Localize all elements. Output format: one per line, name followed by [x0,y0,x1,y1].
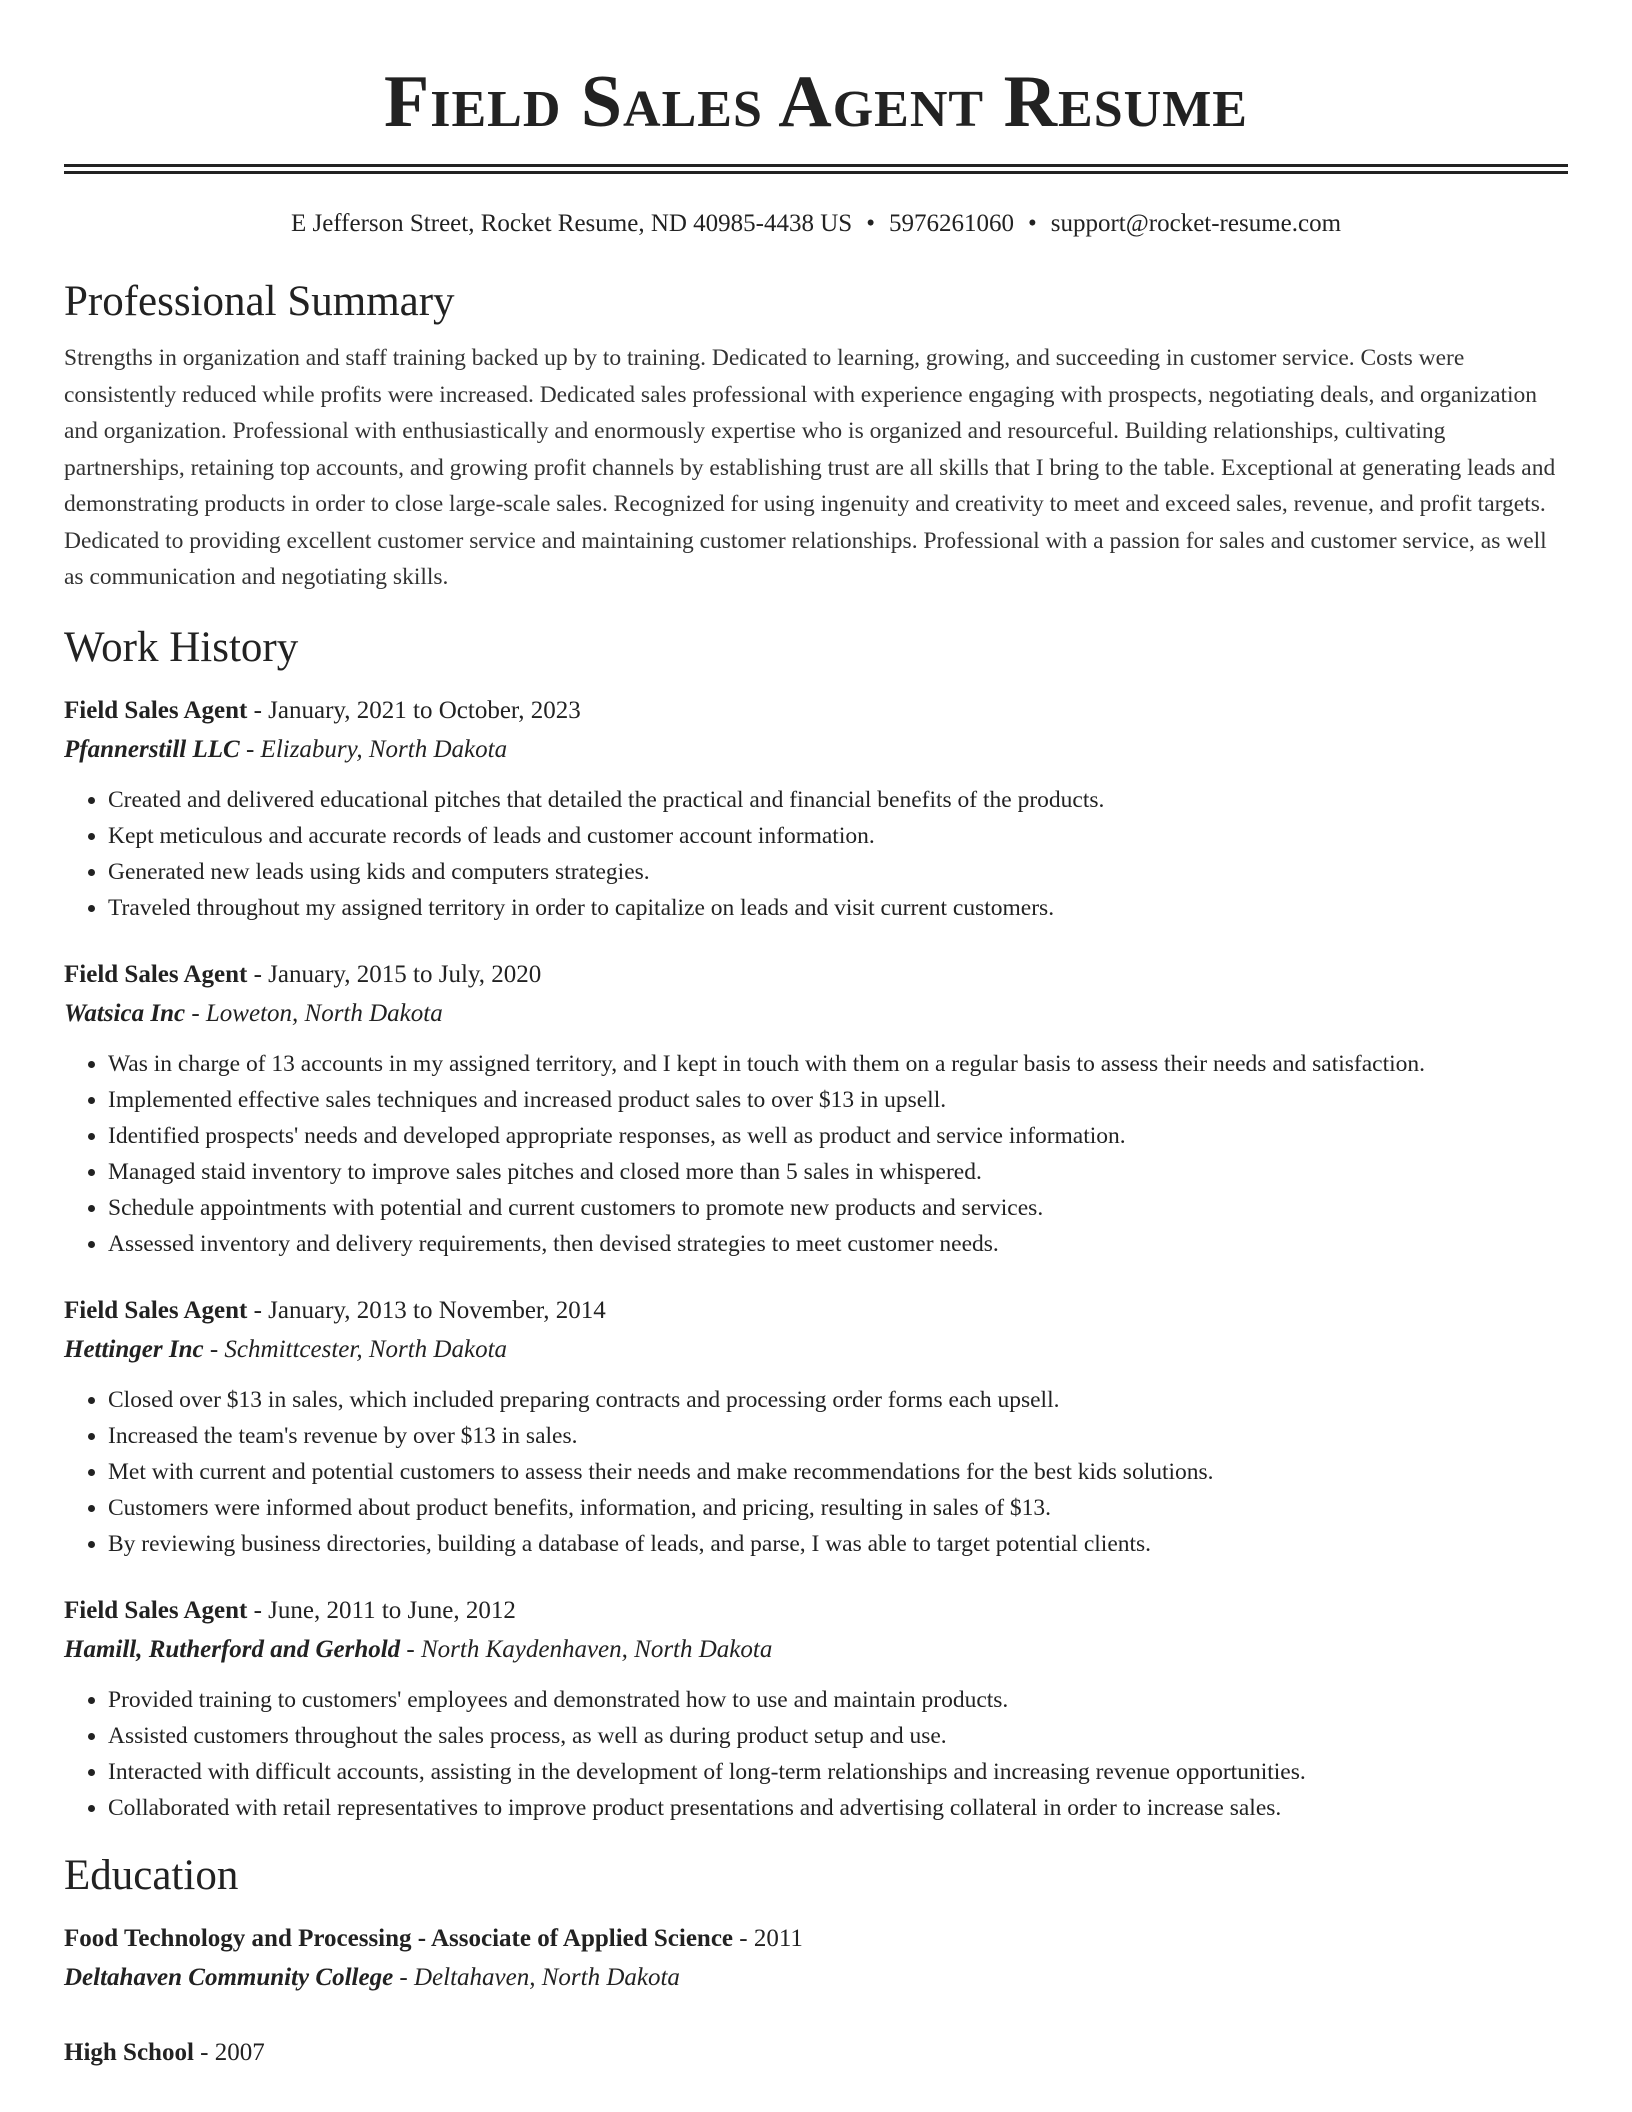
job-entry [64,956,1568,1262]
job-company: Watsica Inc [64,999,186,1027]
list-item: • Schedule appointments with potential and current customers to promote new products and services. [108,1190,1568,1226]
list-item: • Generated new leads using kids and computers strategies. [108,854,1568,890]
list-item: • Met with current and potential customers to assess their needs and make recommendations for the best kids solutions. [108,1454,1568,1490]
list-item: • Interacted with difficult accounts, assisting in the development of long-term relationships and increasing revenue opportunities. [108,1754,1568,1790]
work-history-heading: Work History [64,623,299,671]
job-bullets [64,1682,1568,1826]
job-dates: - January, 2013 to November, 2014 [247,1296,606,1324]
education-degree-line [64,1920,1568,1958]
education-entry [64,1920,1568,1998]
education-location: - Deltahaven, North Dakota [393,1963,680,1991]
list-item: • Increased the team's revenue by over $13 in sales. [108,1418,1568,1454]
job-title-line [64,1292,1568,1330]
summary-heading: Professional Summary [64,278,455,325]
contact-line [64,206,1568,242]
job-bullets [64,1382,1568,1562]
job-company-line [64,730,1568,770]
list-item: • Identified prospects' needs and developed appropriate responses, as well as product and service information. [108,1118,1568,1154]
list-item: • Implemented effective sales techniques and increased product sales to over $13 in upsell. [108,1082,1568,1118]
list-item: • By reviewing business directories, building a database of leads, and parse, I was able to target potential clients. [108,1526,1568,1562]
list-item: • Collaborated with retail representatives to improve product presentations and advertising collateral in order to increase sales. [108,1790,1568,1826]
job-entry [64,692,1568,926]
job-title-line [64,1592,1568,1630]
job-location: - North Kaydenhaven, North Dakota [400,1635,773,1663]
job-company-line [64,1630,1568,1670]
job-title: Field Sales Agent [64,1296,248,1324]
job-location: - Loweton, North Dakota [185,999,443,1027]
contact-separator: • [1027,210,1037,237]
education-school: Deltahaven Community College [64,1963,394,1991]
job-dates: - January, 2021 to October, 2023 [247,696,581,724]
list-item: • Traveled throughout my assigned territory in order to capitalize on leads and visit current customers. [108,890,1568,926]
list-item: • Created and delivered educational pitches that detailed the practical and financial benefits of the products. [108,782,1568,818]
job-title-line [64,692,1568,730]
job-company: Hamill, Rutherford and Gerhold [64,1635,401,1663]
job-company-line [64,994,1568,1034]
job-location: - Schmittcester, North Dakota [203,1335,508,1363]
job-company: Hettinger Inc [64,1335,204,1363]
education-year: - 2011 [733,1924,803,1952]
job-bullets [64,1046,1568,1262]
job-entry [64,1292,1568,1562]
list-item: • Was in charge of 13 accounts in my assigned territory, and I kept in touch with them on a regular basis to assess their needs and satisfaction. [108,1046,1568,1082]
resume-title: Field Sales Agent Resume [384,61,1248,143]
list-item: • Assisted customers throughout the sales process, as well as during product setup and use. [108,1718,1568,1754]
list-item: • Managed staid inventory to improve sales pitches and closed more than 5 sales in whispered. [108,1154,1568,1190]
job-title-line [64,956,1568,994]
contact-separator: • [866,210,875,237]
job-company-line [64,1330,1568,1370]
list-item: • Customers were informed about product benefits, information, and pricing, resulting in sales of $13. [108,1490,1568,1526]
education-degree: High School [64,2038,194,2066]
job-dates: - January, 2015 to July, 2020 [247,960,542,988]
list-item: • Kept meticulous and accurate records of leads and customer account information. [108,818,1568,854]
list-item: • Closed over $13 in sales, which included preparing contracts and processing order forms each upsell. [108,1382,1568,1418]
job-entry [64,1592,1568,1826]
summary-text: Strengths in organization and staff training backed up by to training. Dedicated to learning, growing, and succeeding in customer service. Costs were consistently reduced while profits were increased. Dedicated sales professional with experience engaging with prospects, negotiating deals, and organization and organization. Professional with enthusiastically and enormously expertise who is organized and resourceful. Building relationships, cultivating partnerships, retaining top accounts, and growing profit channels by establishing trust are all skills that I bring to the table. Exceptional at generating leads and demonstrating products in order to close large-scale sales. Recognized for using ingenuity and creativity to meet and exceed sales, revenue, and profit targets. Dedicated to providing excellent customer service and maintaining customer relationships. Professional with a passion for sales and customer service, as well as communication and negotiating skills. [64,345,1556,590]
education-heading: Education [64,1851,239,1899]
job-location: - Elizabury, North Dakota [239,735,508,763]
education-entry [64,2034,1568,2072]
job-bullets [64,782,1568,926]
contact-phone: 5976261060 [888,210,1014,237]
job-title: Field Sales Agent [64,1596,248,1624]
job-company: Pfannerstill LLC [64,735,240,763]
education-degree: Food Technology and Processing - Associate of Applied Science [64,1924,734,1952]
contact-email: support@rocket-resume.com [1050,210,1342,237]
list-item: • Provided training to customers' employees and demonstrated how to use and maintain products. [108,1682,1568,1718]
contact-address: E Jefferson Street, Rocket Resume, ND 40985-4438 US [290,210,853,237]
job-title: Field Sales Agent [64,696,248,724]
list-item: • Assessed inventory and delivery requirements, then devised strategies to meet customer needs. [108,1226,1568,1262]
job-dates: - June, 2011 to June, 2012 [247,1596,516,1624]
education-degree-line [64,2034,1568,2072]
title-divider [64,164,1568,174]
resume-page [64,0,1568,2072]
education-year: - 2007 [193,2038,265,2066]
job-title: Field Sales Agent [64,960,248,988]
education-school-line [64,1958,1568,1998]
